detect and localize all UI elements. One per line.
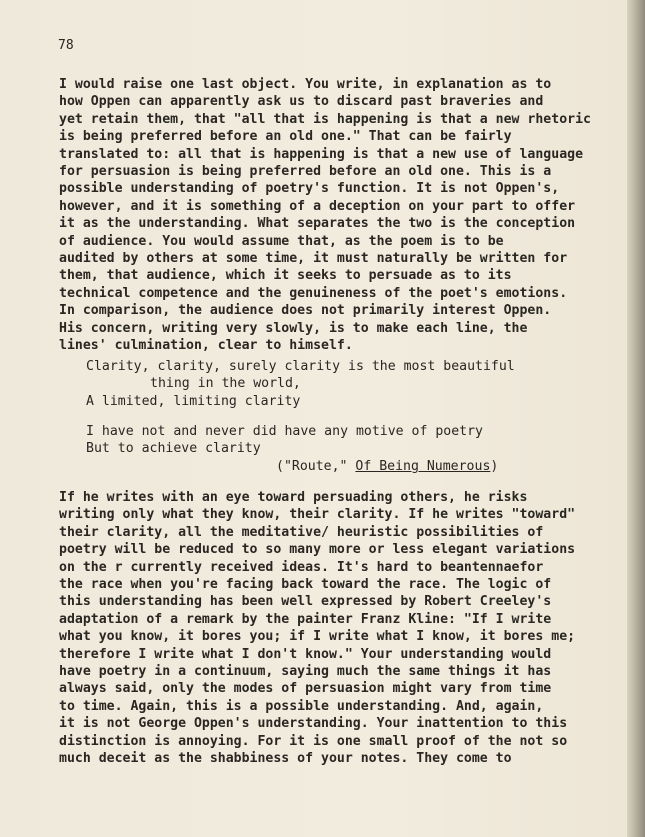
text-line: have poetry in a continuum, saying much the same things it has	[59, 664, 552, 680]
quote-stanza-1	[86, 358, 515, 410]
text-line: for persuasion is being preferred before an old one. This is a	[59, 164, 552, 180]
text-line: translated to: all that is happening is that a new use of language	[59, 146, 584, 162]
text-line: I would raise one last object. You write, in explanation as to	[59, 77, 552, 92]
text-line: however, and it is something of a deception on your part to offer	[59, 198, 576, 214]
text-line: them, that audience, which it seeks to persuade as to its	[59, 268, 512, 284]
text-line: yet retain them, that "all that is happening is that a new rhetoric	[59, 111, 591, 127]
citation-prefix: ("Route,"	[276, 459, 356, 474]
quote-line: Clarity, clarity, surely clarity is the most beautiful	[86, 359, 515, 374]
text-line: His concern, writing very slowly, is to make each line, the	[59, 320, 528, 336]
text-line: audited by others at some time, it must naturally be written for	[59, 251, 568, 267]
quote-citation	[276, 458, 498, 475]
quote-stanza-2	[86, 423, 483, 458]
text-line: adaptation of a remark by the painter Franz Kline: "If I write	[59, 611, 552, 627]
text-line: always said, only the modes of persuasion might vary from time	[59, 681, 552, 697]
text-line: In comparison, the audience does not primarily interest Oppen.	[59, 303, 552, 319]
text-line: technical competence and the genuineness of the poet's emotions.	[59, 285, 568, 301]
quote-line: But to achieve clarity	[86, 441, 261, 457]
paragraph-1	[59, 76, 591, 355]
quote-line: I have not and never did have any motive of poetry	[86, 424, 483, 439]
book-binding-edge	[627, 0, 645, 837]
text-line: poetry will be reduced to so many more or less elegant variations	[59, 542, 576, 558]
text-line: much deceit as the shabbiness of your notes. They come to	[59, 751, 512, 767]
text-line: of audience. You would assume that, as the poem is to be	[59, 233, 504, 249]
text-line: the race when you're facing back toward the race. The logic of	[59, 577, 552, 593]
text-line: writing only what they know, their clarity. If he writes "toward"	[59, 507, 576, 523]
text-line: this understanding has been well expressed by Robert Creeley's	[59, 594, 552, 610]
quote-line: thing in the world,	[150, 376, 301, 392]
text-line: lines' culmination, clear to himself.	[59, 338, 353, 354]
text-line: their clarity, all the meditative/ heuristic possibilities of	[59, 524, 544, 540]
text-line: therefore I write what I don't know." Your understanding would	[59, 646, 552, 662]
quote-line: A limited, limiting clarity	[86, 393, 301, 409]
text-line: it is not George Oppen's understanding. Your inattention to this	[59, 716, 568, 732]
citation-suffix: )	[490, 459, 499, 474]
text-line: possible understanding of poetry's function. It is not Oppen's,	[59, 181, 560, 197]
text-line: If he writes with an eye toward persuading others, he risks	[59, 490, 528, 505]
text-line: on the r currently received ideas. It's hard to beantennaefor	[59, 559, 544, 575]
text-line: distinction is annoying. For it is one small proof of the not so	[59, 733, 568, 749]
page-number: 78	[58, 38, 74, 53]
citation-book-title: Of Being Numerous	[355, 459, 491, 474]
text-line: what you know, it bores you; if I write what I know, it bores me;	[59, 629, 576, 645]
text-line: is being preferred before an old one." That can be fairly	[59, 129, 512, 145]
text-line: how Oppen can apparently ask us to discard past braveries and	[59, 94, 544, 110]
paragraph-2	[59, 489, 575, 768]
text-line: it as the understanding. What separates the two is the conception	[59, 216, 576, 232]
text-line: to time. Again, this is a possible understanding. And, again,	[59, 698, 544, 714]
